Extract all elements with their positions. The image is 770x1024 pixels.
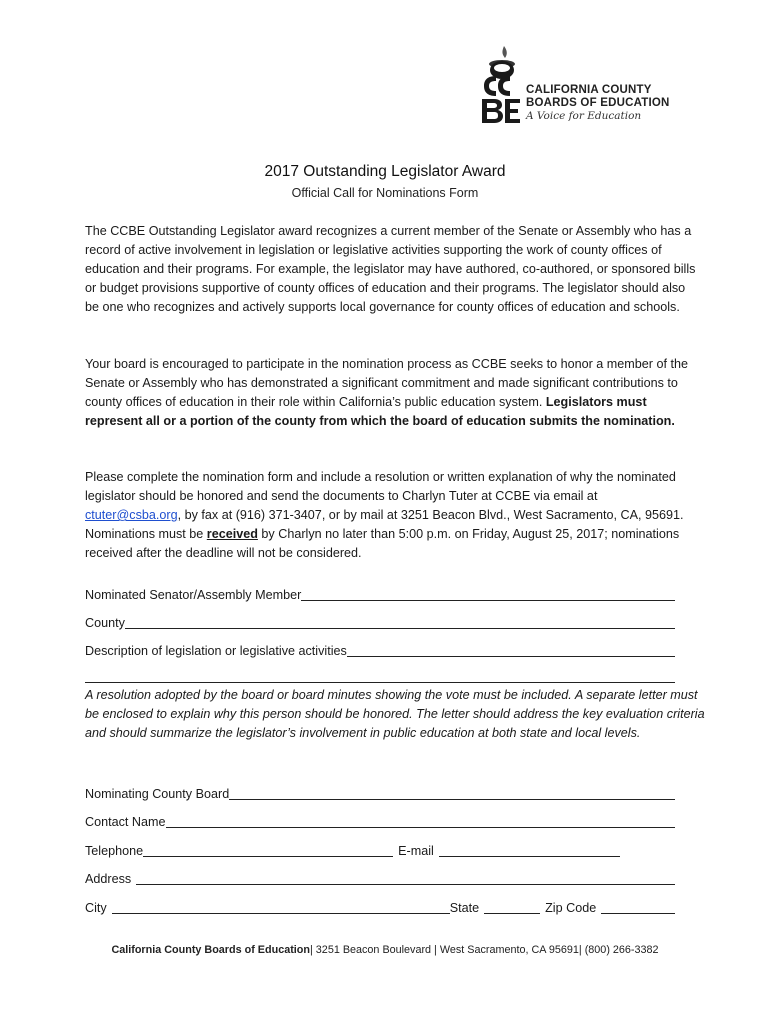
ccbe-logo-icon xyxy=(478,44,524,124)
city-field[interactable] xyxy=(112,901,450,914)
page-subtitle: Official Call for Nominations Form xyxy=(291,186,479,200)
logo-line-1: CALIFORNIA COUNTY xyxy=(526,84,652,96)
county-label: County xyxy=(85,616,125,630)
telephone-label: Telephone xyxy=(85,844,144,858)
nominated-member-label: Nominated Senator/Assembly Member xyxy=(85,588,302,602)
city-label: City xyxy=(85,901,107,915)
description-row-2 xyxy=(85,665,675,685)
resolution-note: A resolution adopted by the board or board minutes showing the vote must be included. A separate letter must be enclosed to explain why this person should be honored. The letter should address the key evaluation criteria and should summarize the legislator’s involvement in public education at both state and local levels. xyxy=(85,688,705,740)
submission-text-1: Please complete the nomination form and include a resolution or written explanation of why the nominated legislator should be honored and send the documents to Charlyn Tuter at CCBE via email at xyxy=(85,470,676,503)
address-field[interactable] xyxy=(136,872,675,885)
telephone-email-row xyxy=(85,839,675,859)
submission-text-2: , by fax at (916) 371-3407, or by mail at 3251 Beacon Blvd., West Sacramento, CA, 95691. Nominations must be xyxy=(85,508,684,541)
logo-tagline: A Voice for Education xyxy=(526,110,642,122)
county-field[interactable] xyxy=(125,616,675,629)
contact-name-field[interactable] xyxy=(166,815,676,828)
logo-text xyxy=(526,84,670,123)
logo-line-2: BOARDS OF EDUCATION xyxy=(526,97,670,109)
county-board-label: Nominating County Board xyxy=(85,787,230,801)
email-field[interactable] xyxy=(439,844,620,857)
footer-org: California County Boards of Education xyxy=(111,944,310,956)
page-footer xyxy=(0,944,770,956)
description-field-2[interactable] xyxy=(85,670,675,683)
county-board-row xyxy=(85,782,675,802)
zip-label: Zip Code xyxy=(545,901,597,915)
submission-text-3: by Charlyn no later than 5:00 p.m. on Friday, August 25, 2017; nominations received after the deadline will not be considered. xyxy=(85,527,680,560)
state-label: State xyxy=(449,901,480,915)
intro-paragraph: The CCBE Outstanding Legislator award recognizes a current member of the Senate or Assembly who has a record of active involvement in legislation or legislative activities supporting the work of county offices of education and their programs. For example, the legislator may have authored, co-authored, or sponsored bills or budget provisions supportive of county offices of education and their programs. The legislator should also be one who recognizes and actively supports local governance for county offices of education and schools. xyxy=(85,224,696,314)
description-label: Description of legislation or legislative activities xyxy=(85,644,347,658)
email-label: E-mail xyxy=(398,844,434,858)
address-label: Address xyxy=(85,872,132,886)
participation-paragraph xyxy=(85,355,697,431)
participation-text: Your board is encouraged to participate in the nomination process as CCBE seeks to honor a member of the Senate or Assembly who has demonstrated a significant commitment and made significant contributions to county offices of education in their role within California’s public education system. xyxy=(85,357,688,409)
contact-name-label: Contact Name xyxy=(85,815,166,829)
nominated-member-row xyxy=(85,583,675,603)
city-state-zip-row xyxy=(85,896,675,916)
county-board-field[interactable] xyxy=(229,787,675,800)
county-row xyxy=(85,611,675,631)
zip-field[interactable] xyxy=(601,901,675,914)
description-row xyxy=(85,639,675,659)
representation-requirement: Legislators must represent all or a portion of the county from which the board of education submits the nomination. xyxy=(85,395,675,428)
telephone-field[interactable] xyxy=(143,844,393,857)
footer-contact: | 3251 Beacon Boulevard | West Sacramento, CA 95691| (800) 266-3382 xyxy=(310,944,659,956)
ccbe-logo xyxy=(478,44,698,126)
page-title: 2017 Outstanding Legislator Award xyxy=(264,163,506,180)
submission-paragraph xyxy=(85,468,697,563)
address-row xyxy=(85,867,675,887)
state-field[interactable] xyxy=(484,901,540,914)
description-field[interactable] xyxy=(347,644,675,657)
received-emphasis: received xyxy=(206,527,258,541)
email-link[interactable]: ctuter@csba.org xyxy=(85,508,178,522)
contact-name-row xyxy=(85,810,675,830)
nominated-member-field[interactable] xyxy=(301,588,675,601)
